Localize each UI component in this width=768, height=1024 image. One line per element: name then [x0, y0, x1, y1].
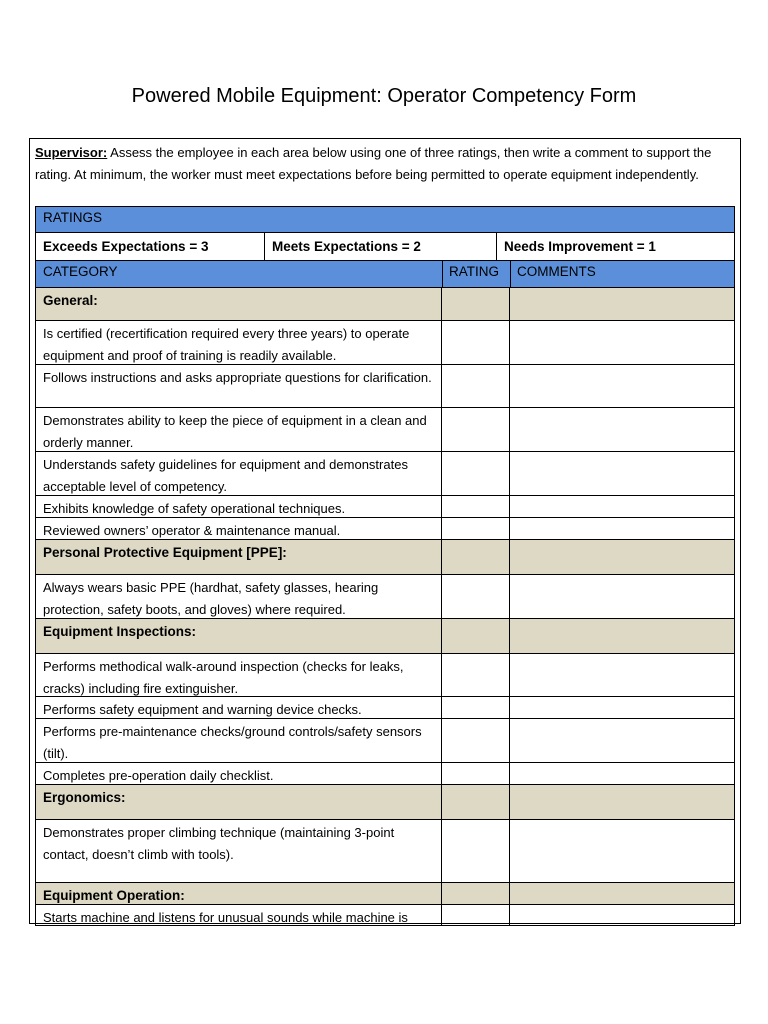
comments-cell[interactable] — [509, 719, 735, 762]
comments-cell[interactable] — [509, 496, 735, 517]
criterion-text: Follows instructions and asks appropriate questions for clarification. — [43, 370, 432, 385]
table-row — [35, 654, 735, 697]
column-category: CATEGORY — [43, 264, 118, 279]
section-row — [35, 540, 735, 575]
rating-cell[interactable] — [441, 905, 509, 925]
comments-cell[interactable] — [509, 697, 735, 718]
criterion-text: Performs safety equipment and warning device checks. — [43, 702, 362, 717]
comments-cell[interactable] — [509, 321, 735, 364]
section-row — [35, 619, 735, 654]
table-row — [35, 518, 735, 540]
rating-cell[interactable] — [441, 408, 509, 451]
rating-cell — [441, 785, 509, 819]
supervisor-label: Supervisor: — [35, 145, 108, 160]
criterion-text: Understands safety guidelines for equipment and demonstrates acceptable level of competency. — [43, 457, 408, 494]
comments-cell[interactable] — [509, 408, 735, 451]
comments-cell — [509, 540, 735, 574]
competency-form — [29, 138, 741, 924]
section-title: General: — [43, 293, 98, 308]
section-title: Equipment Inspections: — [43, 624, 197, 639]
comments-cell — [509, 785, 735, 819]
category-cell — [35, 518, 441, 539]
criterion-text: Performs methodical walk-around inspection (checks for leaks, cracks) including fire extinguisher. — [43, 659, 404, 696]
header-divider — [442, 261, 443, 287]
category-cell — [35, 408, 441, 451]
rating-cell — [441, 540, 509, 574]
category-cell — [35, 905, 441, 925]
category-cell — [35, 697, 441, 718]
section-title-cell — [35, 883, 441, 904]
ratings-header-bar — [35, 206, 735, 233]
table-row — [35, 905, 735, 926]
rating-cell[interactable] — [441, 365, 509, 407]
ratings-legend — [35, 233, 735, 261]
rating-cell[interactable] — [441, 496, 509, 517]
rating-exceeds: Exceeds Expectations = 3 — [43, 239, 209, 254]
criterion-text: Demonstrates ability to keep the piece of equipment in a clean and orderly manner. — [43, 413, 427, 450]
category-cell — [35, 820, 441, 882]
category-cell — [35, 654, 441, 696]
criterion-text: Exhibits knowledge of safety operational techniques. — [43, 501, 346, 516]
table-row — [35, 408, 735, 452]
rating-cell[interactable] — [441, 697, 509, 718]
header-divider — [510, 261, 511, 287]
rating-cell[interactable] — [441, 452, 509, 495]
section-title: Equipment Operation: — [43, 888, 185, 903]
criterion-text: Is certified (recertification required every three years) to operate equipment and proof of training is readily available. — [43, 326, 410, 363]
table-row — [35, 763, 735, 785]
column-comments: COMMENTS — [517, 264, 596, 279]
criterion-text: Demonstrates proper climbing technique (maintaining 3-point contact, doesn’t climb with tools). — [43, 825, 395, 862]
comments-cell[interactable] — [509, 575, 735, 618]
category-cell — [35, 321, 441, 364]
table-row — [35, 496, 735, 518]
comments-cell[interactable] — [509, 654, 735, 696]
criterion-text: Performs pre-maintenance checks/ground controls/safety sensors (tilt). — [43, 724, 422, 761]
criterion-text: Always wears basic PPE (hardhat, safety glasses, hearing protection, safety boots, and gloves) where required. — [43, 580, 379, 617]
section-title-cell — [35, 619, 441, 653]
table-row — [35, 719, 735, 763]
rating-cell — [441, 288, 509, 320]
category-cell — [35, 365, 441, 407]
comments-cell[interactable] — [509, 518, 735, 539]
rating-cell[interactable] — [441, 654, 509, 696]
table-row — [35, 697, 735, 719]
table-row — [35, 575, 735, 619]
comments-cell[interactable] — [509, 452, 735, 495]
criterion-text: Completes pre-operation daily checklist. — [43, 768, 274, 783]
table-row — [35, 365, 735, 408]
comments-cell — [509, 883, 735, 904]
comments-cell[interactable] — [509, 365, 735, 407]
ratings-header: RATINGS — [43, 210, 103, 225]
section-row — [35, 288, 735, 321]
criterion-text: Starts machine and listens for unusual sounds while machine is — [43, 910, 408, 925]
section-title: Ergonomics: — [43, 790, 126, 805]
column-rating: RATING — [449, 264, 499, 279]
criterion-text: Reviewed owners’ operator & maintenance manual. — [43, 523, 341, 538]
section-title: Personal Protective Equipment [PPE]: — [43, 545, 287, 560]
section-row — [35, 785, 735, 820]
instructions-text: Assess the employee in each area below using one of three ratings, then write a comment to support the rating. At minimum, the worker must meet expectations before being permitted to operate equipment independently. — [35, 145, 712, 182]
category-cell — [35, 496, 441, 517]
section-title-cell — [35, 540, 441, 574]
rating-needs: Needs Improvement = 1 — [496, 233, 736, 261]
section-row — [35, 883, 735, 905]
form-title: Powered Mobile Equipment: Operator Competency Form — [131, 85, 637, 107]
rating-meets: Meets Expectations = 2 — [264, 233, 496, 261]
table-row — [35, 452, 735, 496]
section-title-cell — [35, 288, 441, 320]
section-title-cell — [35, 785, 441, 819]
rating-cell[interactable] — [441, 763, 509, 784]
category-cell — [35, 575, 441, 618]
rating-cell[interactable] — [441, 820, 509, 882]
rating-cell — [441, 619, 509, 653]
category-cell — [35, 719, 441, 762]
rating-cell[interactable] — [441, 719, 509, 762]
comments-cell — [509, 288, 735, 320]
table-row — [35, 820, 735, 883]
category-cell — [35, 452, 441, 495]
table-row — [35, 321, 735, 365]
rating-cell[interactable] — [441, 518, 509, 539]
comments-cell[interactable] — [509, 820, 735, 882]
comments-cell — [509, 619, 735, 653]
comments-cell[interactable] — [509, 763, 735, 784]
rating-cell — [441, 883, 509, 904]
rating-cell[interactable] — [441, 321, 509, 364]
table-header-bar — [35, 260, 735, 288]
supervisor-instructions — [35, 142, 735, 186]
comments-cell[interactable] — [509, 905, 735, 925]
category-cell — [35, 763, 441, 784]
rating-cell[interactable] — [441, 575, 509, 618]
